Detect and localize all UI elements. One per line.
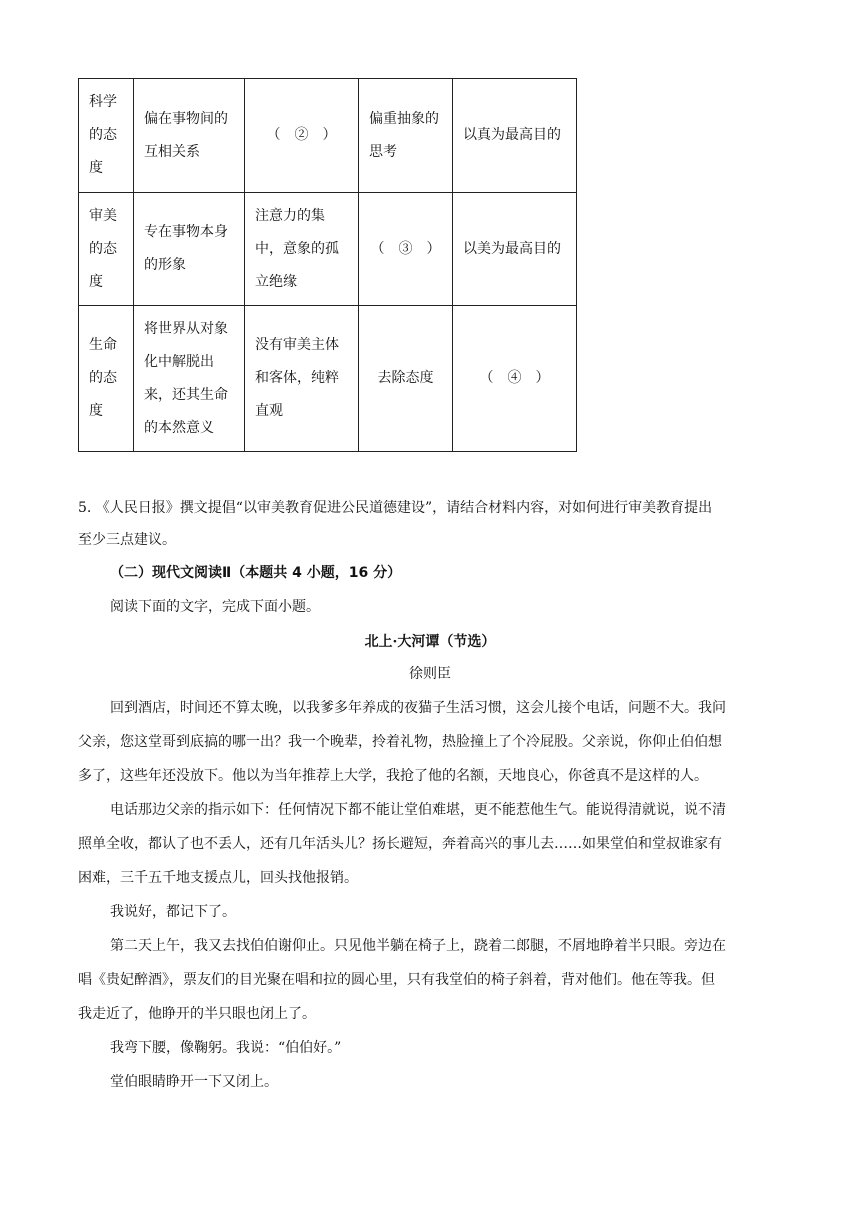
cell-line: 立绝缘 — [255, 273, 297, 290]
cell-line: 和客体，纯粹 — [255, 370, 339, 386]
cell-line: 专在事物本身 — [144, 224, 228, 240]
cell-focus — [134, 193, 245, 306]
cell-line: 注意力的集 — [255, 207, 325, 224]
cell-line: 化中解脱出 — [144, 353, 214, 370]
paragraph-line: 父亲，您这堂哥到底搞的哪一出？我一个晚辈，拎着礼物，热脸撞上了个冷屁股。父亲说，你仰止伯伯想 — [78, 734, 722, 750]
cell-line: 度 — [89, 403, 103, 419]
paragraph-line: 我说好，都记下了。 — [110, 904, 236, 920]
paragraph-line: 回到酒店，时间还不算太晚，以我爹多年养成的夜猫子生活习惯，这会儿接个电话，问题不大。我问 — [110, 700, 726, 716]
cell-line: （ ② ） — [266, 127, 337, 143]
paragraph-line: 第二天上午，我又去找伯伯谢仰止。只见他半躺在椅子上，跷着二郎腿，不屑地睁着半只眼。旁边在 — [110, 938, 726, 954]
paragraph-line: 我走近了，他睁开的半只眼也闭上了。 — [78, 1006, 316, 1022]
instruction: 阅读下面的文字，完成下面小题。 — [110, 599, 320, 615]
cell-line: 以真为最高目的 — [463, 127, 561, 143]
cell-blank-3 — [359, 193, 453, 306]
cell-focus — [134, 79, 245, 193]
cell-line: 以美为最高目的 — [463, 240, 561, 257]
cell-line: 的态 — [89, 127, 117, 143]
table-row — [79, 79, 577, 193]
cell-line: 审美 — [89, 207, 117, 224]
cell-line: 直观 — [255, 403, 283, 419]
passage-title: 北上·大河谭（节选） — [364, 634, 496, 650]
paragraph-line: 唱《贵妃醉酒》，票友们的目光聚在唱和拉的圆心里，只有我堂伯的椅子斜着，背对他们。他在等我。但 — [78, 972, 715, 988]
cell-goal — [453, 193, 577, 306]
cell-attention — [245, 306, 359, 452]
cell-line: 偏重抽象的 — [369, 110, 439, 127]
section-heading: （二）现代文阅读Ⅱ（本题共 4 小题，16 分） — [110, 565, 402, 581]
table-row — [79, 306, 577, 452]
paragraph-line: 困难，三千五千地支援点儿，回头找他报销。 — [78, 870, 358, 886]
cell-line: 的态 — [89, 240, 117, 257]
cell-line: 将世界从对象 — [144, 320, 228, 337]
paragraph-line: 照单全收，都认了也不丢人，还有几年活头儿？扬长避短，奔着高兴的事儿去……如果堂伯和堂叔谁家有 — [78, 836, 722, 852]
cell-line: 互相关系 — [144, 143, 200, 160]
paragraph-line: 多了，这些年还没放下。他以为当年推荐上大学，我抢了他的名额，天地良心，你爸真不是这样的人。 — [78, 768, 708, 784]
cell-line: 的本然意义 — [144, 419, 214, 436]
cell-line: 科学 — [89, 94, 117, 110]
cell-attention — [245, 193, 359, 306]
cell-line: 偏在事物间的 — [144, 110, 228, 127]
paragraph-line: 我弯下腰，像鞠躬。我说：“伯伯好。” — [110, 1040, 342, 1056]
cell-line: （ ④ ） — [479, 370, 550, 386]
paragraph-line: 电话那边父亲的指示如下：任何情况下都不能让堂伯难堪，更不能惹他生气。能说得清就说，说不清 — [110, 802, 726, 818]
paragraph-line: 堂伯眼睛睁开一下又闭上。 — [110, 1074, 278, 1090]
cell-line: 的态 — [89, 370, 117, 386]
table-row — [79, 193, 577, 306]
cell-line: 没有审美主体 — [255, 337, 339, 353]
cell-focus — [134, 306, 245, 452]
cell-line: 生命 — [89, 337, 117, 353]
cell-line: 度 — [89, 160, 103, 176]
cell-line: 中，意象的孤 — [255, 240, 339, 257]
cell-blank-4 — [453, 306, 577, 452]
cell-thinking — [359, 79, 453, 193]
comparison-table — [78, 78, 577, 452]
cell-line: 思考 — [369, 143, 397, 160]
cell-line: （ ③ ） — [370, 240, 441, 257]
cell-line: 度 — [89, 273, 103, 290]
cell-line: 去除态度 — [377, 370, 434, 386]
cell-goal — [453, 79, 577, 193]
passage-author: 徐则臣 — [409, 666, 451, 682]
question-5-line: 至少三点建议。 — [78, 532, 176, 548]
cell-blank-2 — [245, 79, 359, 193]
question-5-line: 5. 《人民日报》撰文提倡“以审美教育促进公民道德建设”，请结合材料内容，对如何进行审美教育提出 — [78, 500, 713, 516]
cell-line: 的形象 — [144, 257, 186, 273]
cell-line: 来，还其生命 — [144, 386, 228, 403]
cell-attitude-name — [79, 193, 134, 306]
cell-attitude-name — [79, 79, 134, 193]
cell-attitude-name — [79, 306, 134, 452]
cell-thinking — [359, 306, 453, 452]
